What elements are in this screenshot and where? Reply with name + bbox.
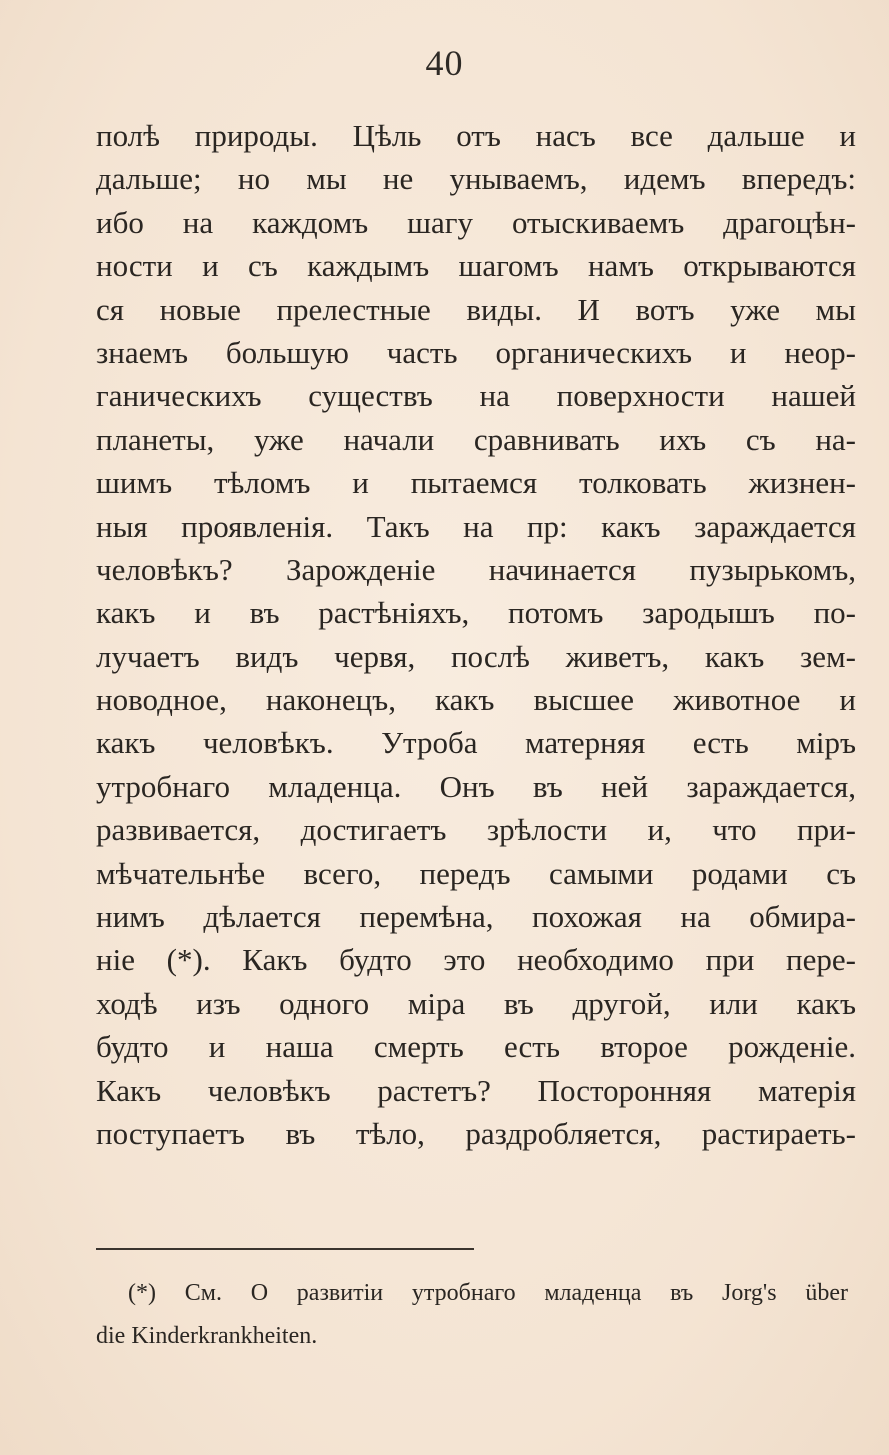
footnote-line: die Kinderkrankheiten. — [96, 1323, 318, 1349]
text-line: человѣкъ? Зарожденіе начинается пузырькомъ, — [96, 551, 856, 587]
text-line: будто и наша смерть есть второе рожденіе. — [96, 1029, 856, 1065]
page-number: 40 — [425, 43, 464, 83]
text-line: знаемъ большую часть органическихъ и неор- — [96, 334, 856, 370]
text-line: нимъ дѣлается перемѣна, похожая на обмира- — [96, 899, 856, 935]
text-line: ся новые прелестные виды. И вотъ уже мы — [96, 291, 856, 327]
text-line: шимъ тѣломъ и пытаемся толковать жизнен- — [96, 465, 856, 501]
text-line: утробнаго младенца. Онъ въ ней зараждается, — [96, 768, 856, 804]
text-line: какъ человѣкъ. Утроба матерняя есть міръ — [96, 725, 856, 761]
text-line: новодное, наконецъ, какъ высшее животное и — [96, 682, 856, 718]
footnote — [96, 1272, 856, 1358]
text-line: мѣчательнѣе всего, передъ самыми родами съ — [96, 855, 856, 891]
text-line: какъ и въ растѣніяхъ, потомъ зародышъ по- — [96, 595, 856, 631]
text-line: ганическихъ существъ на поверхности нашей — [96, 378, 856, 414]
text-line: ніе (*). Какъ будто это необходимо при пере- — [96, 942, 856, 978]
text-line: развивается, достигаетъ зрѣлости и, что при- — [96, 812, 856, 848]
footnote-line: (*) См. О развитіи утробнаго младенца въ Jorg's über — [128, 1280, 848, 1306]
main-text — [96, 114, 856, 1155]
text-line: ибо на каждомъ шагу отыскиваемъ драгоцѣн- — [96, 204, 856, 240]
text-line: дальше; но мы не унываемъ, идемъ впередъ: — [96, 161, 856, 197]
text-line: лучаетъ видъ червя, послѣ живетъ, какъ зем- — [96, 638, 856, 674]
footnote-divider — [96, 1248, 474, 1250]
text-line: ности и съ каждымъ шагомъ намъ открываются — [96, 248, 856, 284]
text-line: ходѣ изъ одного міра въ другой, или какъ — [96, 985, 856, 1021]
text-line: ныя проявленія. Такъ на пр: какъ зараждается — [96, 508, 856, 544]
text-line: планеты, уже начали сравнивать ихъ съ на- — [96, 421, 856, 457]
text-line: поступаетъ въ тѣло, раздробляется, растираеть- — [96, 1115, 856, 1151]
text-line: Какъ человѣкъ растетъ? Посторонняя матерія — [96, 1072, 856, 1108]
text-line: полѣ природы. Цѣль отъ насъ все дальше и — [96, 118, 856, 153]
